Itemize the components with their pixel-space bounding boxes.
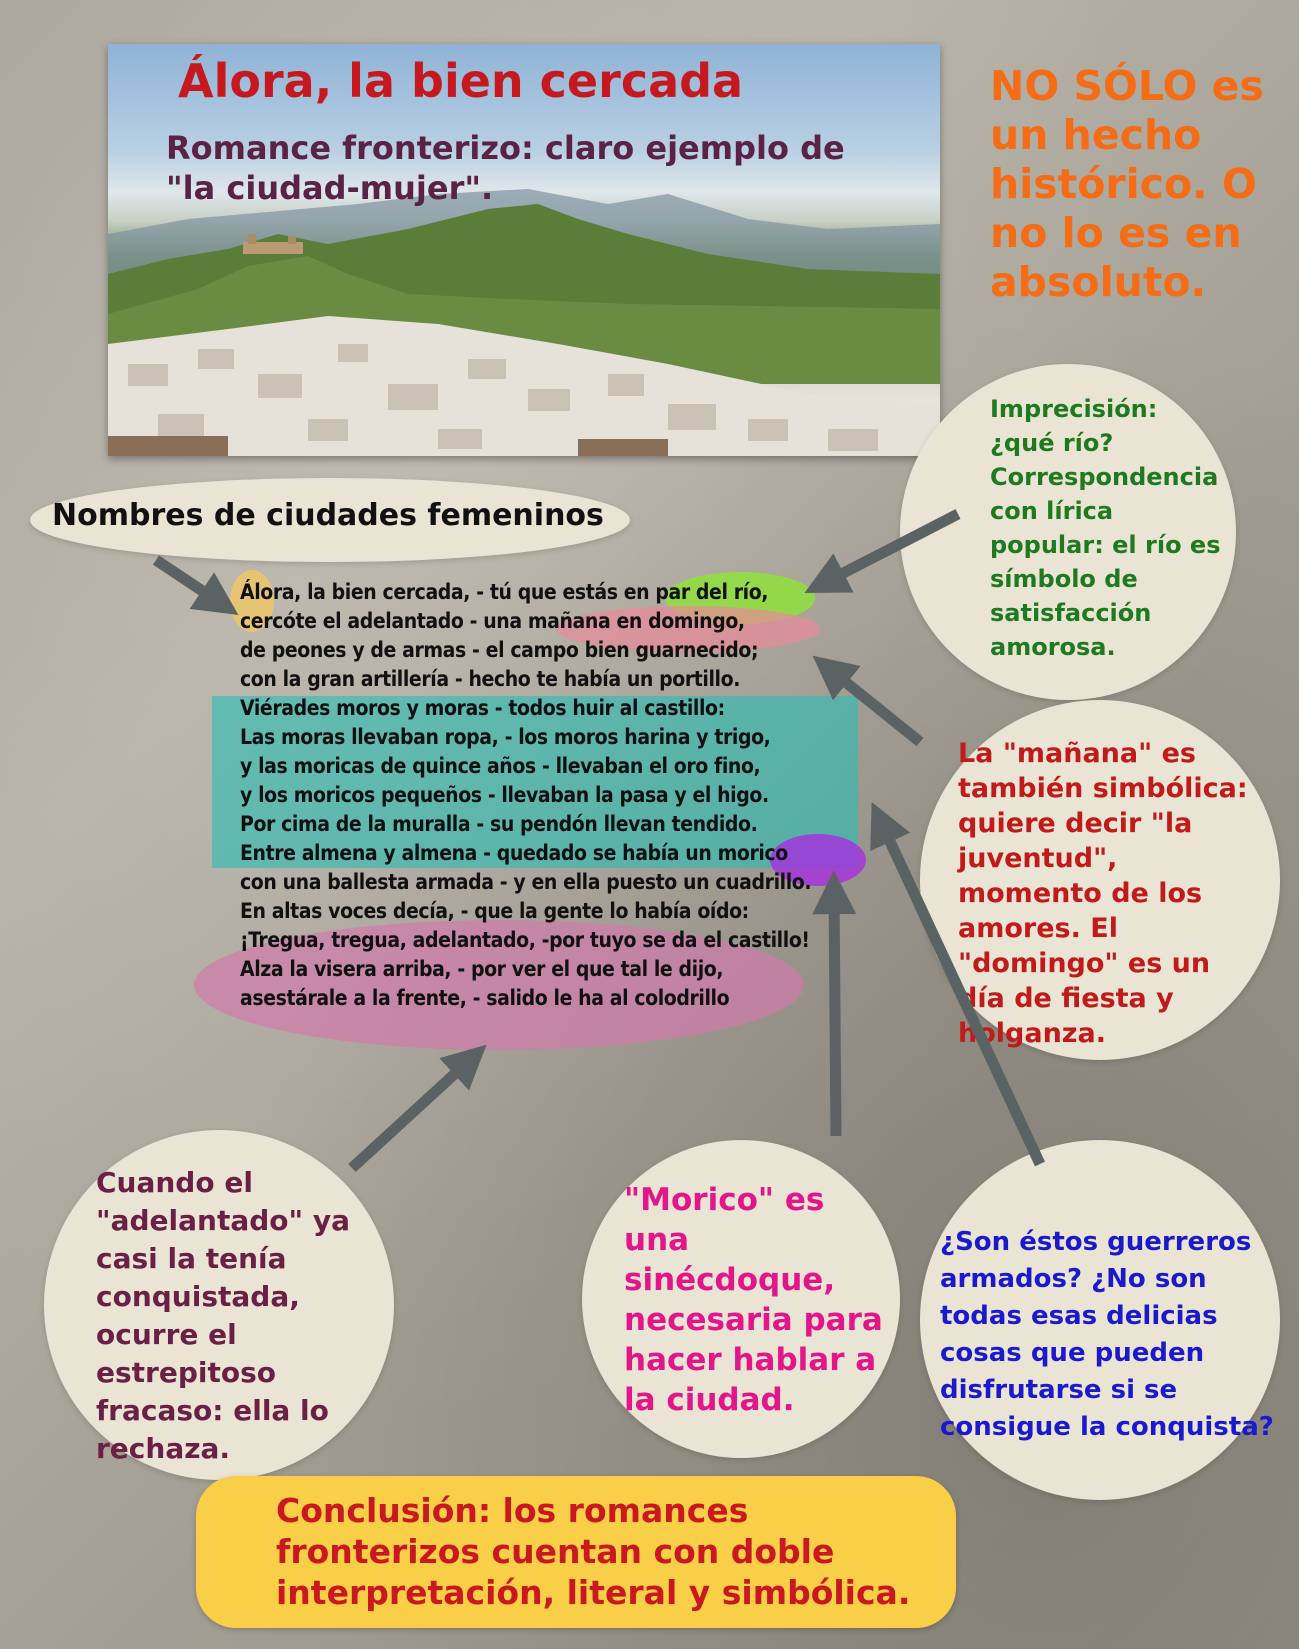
imprecision-note: Imprecisión: ¿qué río? Correspondencia con lírica popular: el río es símbolo de satisfacción amorosa. [990,395,1221,661]
arrow-adelantado [352,1058,472,1168]
poem-line: de peones y de armas - el campo bien guarnecido; [240,638,759,662]
header-photo [108,44,940,456]
morico-note: "Morico" es una sinécdoque, necesaria para hacer hablar a la ciudad. [624,1182,883,1418]
poem-line: y las moricas de quince años - llevaban el oro fino, [240,754,761,778]
arrow-names [156,560,222,604]
not-only-historic-note: NO SÓLO es un hecho histórico. O no lo es en absoluto. [990,62,1264,306]
page-subtitle: Romance fronterizo: claro ejemplo de "la ciudad-mujer". [166,129,845,207]
page-title: Álora, la bien cercada [178,54,744,108]
arrow-morico [834,890,836,1136]
guerreros-note: ¿Son éstos guerreros armados? ¿No son todas esas delicias cosas que pueden disfrutarse si se consigue la conquista? [940,1227,1274,1442]
poem-line: Alza la visera arriba, - por ver el que tal le dijo, [240,957,724,981]
poem-line: Entre almena y almena - quedado se había un morico [240,841,788,865]
poem-line: ¡Tregua, tregua, adelantado, -por tuyo se da el castillo! [240,928,810,952]
poem-line: con la gran artillería - hecho te había un portillo. [240,667,740,691]
names-label: Nombres de ciudades femeninos [52,498,604,533]
poem-line: asestárale a la frente, - salido le ha al colodrillo [240,986,730,1010]
poem-line: Álora, la bien cercada, - tú que estás en par del río, [240,580,769,604]
manana-note: La "mañana" es también simbólica: quiere decir "la juventud", momento de los amores. El "domingo" es un día de fiesta y holganza. [958,738,1248,1049]
conclusion-text: Conclusión: los romances fronterizos cuentan con doble interpretación, literal y simbólica. [276,1491,911,1612]
poem [240,578,811,1013]
poem-line: En altas voces decía, - que la gente lo había oído: [240,899,749,923]
poem-line: con una ballesta armada - y en ella puesto un cuadrillo. [240,870,812,894]
adelantado-note: Cuando el "adelantado" ya casi la tenía conquistada, ocurre el estrepitoso fracaso: ella lo rechaza. [96,1166,350,1465]
poem-line: Por cima de la muralla - su pendón llevan tendido. [240,812,758,836]
conclusion-box [196,1476,956,1628]
poem-line: y los moricos pequeños - llevaban la pasa y el higo. [240,783,769,807]
poem-line: cercóte el adelantado - una mañana en domingo, [240,609,745,633]
poem-line: Las moras llevaban ropa, - los moros harina y trigo, [240,725,771,749]
poem-line: Viérades moros y moras - todos huir al castillo: [240,696,725,720]
